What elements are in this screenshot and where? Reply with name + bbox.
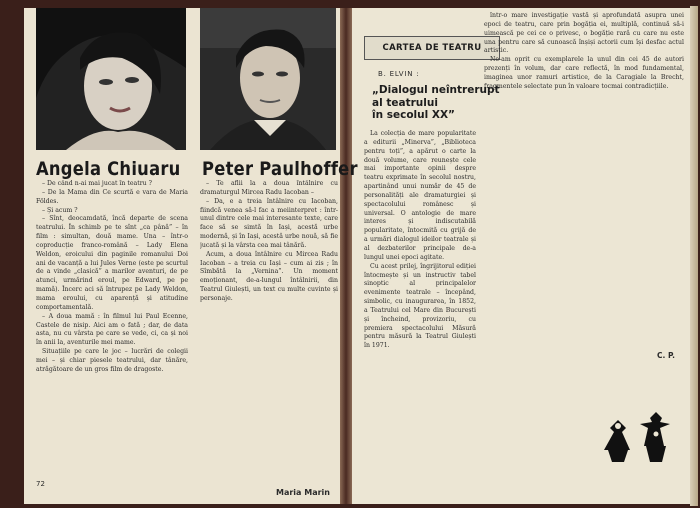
actress-name: Angela Chiuaru — [36, 158, 181, 180]
headline-line: „Dialogul neîntrerupt — [372, 84, 500, 96]
paragraph: Situațiile pe care le joc – lucrări de colegii mei – și chiar piesele teatrului, dar tânăre, atrăgătoare de un gros film de dragoste. — [36, 348, 188, 373]
actor-name: Peter Paulhoffer — [202, 158, 358, 180]
paragraph: – Da, e a treia întâlnire cu Iacoban, fiindcă venea să-l fac a meiinterpret : într-unul dintre cele mai interesante texte, care face să se simtă în Iași, acestă urbe modernă, și în Iași, acestă urbe nouă, să fie jucată și la vârsta cea mai tânără. — [200, 197, 338, 249]
paragraph: – De când n-ai mai jucat în teatru ? — [42, 180, 152, 187]
section-rubric: CARTEA DE TEATRU — [364, 36, 500, 60]
page-number: 72 — [36, 480, 45, 488]
paragraph: – Te aflii la a doua întâlnire cu dramaturgul Mircea Radu Iacoban – — [200, 180, 338, 196]
peter-paulhoffer-photo — [200, 8, 336, 150]
paragraph: La colecția de mare popularitate a editurii „Minerva”, „Biblioteca pentru toți”, a apărut o carte la două volume, care reunește cele mai importante opinii despre teatru exprimate în secolul nostru, apartinând unui număr de 45 de personalități ale dramaturgiei și spectacolului românesc și universal. O antologie de mare interes și indiscutabilă popularitate, întocmită cu grijă de a urmări dialogul ideilor teatrale și al dezbaterilor principale de-a lungul unei epoci agitate. — [364, 130, 476, 261]
decorative-figures-illustration — [600, 410, 680, 470]
angela-chiuaru-photo — [36, 8, 186, 150]
review-text-left — [364, 130, 476, 470]
paragraph: – A doua mamă : în filmul lui Paul Ecenne, Castele de nisip. Aici am o fată ; dar, de data asta, nu cu vârsta pe care se vede, ci, ca și noi în anii la, aventurile mei mame. — [36, 312, 188, 347]
peter-interview-text — [200, 180, 338, 486]
paragraph: – Sînt, deocamdată, încă departe de scena teatrului. În schimb pe te sînt „ca până” – în film : simultan, două mame. Una – într-o coproducție franco-română – Lady Elena Weldon, eroicului din paginile romanului Doi ani de vacanță a lui Jules Verne (este pe scurtul de a vinde „clasică” a marilor aventuri, de pe atunci, urmărind eroul, pe Edward, pe pe mamă). Încerc aci să întrupez pe Lady Weldon, mama eroului, cu aparență și atitudine comportamentală. — [36, 215, 188, 311]
paragraph: Ne-am oprit cu exemplarele la unul din cei 45 de autori prezenți în volum, dar care reflectă, în mod fundamental, imaginea unor ramuri artistice, de la Caragiale la Brecht, fragmentele selectate pun în valoare tocmai contradicțiile. — [484, 56, 684, 90]
author-signature: Maria Marin — [276, 488, 330, 497]
review-text-right — [484, 12, 684, 348]
angela-interview-text — [36, 180, 188, 478]
book-title-headline — [372, 84, 500, 122]
paragraph: Acum, a doua întâlnire cu Mircea Radu Iacoban – a treia cu Iași – cum ai zis ; în Sîmbătă la „Vernina”. Un moment emoționant, de-a-lungul întâlnirii, din Teatrul Giulești, un text cu multe cuvinte și personaje. — [200, 250, 338, 302]
book-author: B. ELVIN : — [378, 70, 420, 78]
paragraph: – Și acum ? — [42, 206, 78, 214]
book-gutter — [340, 8, 352, 504]
headline-line: în secolul XX” — [372, 109, 455, 121]
headline-line: al teatrului — [372, 96, 438, 109]
page-edge — [690, 6, 698, 506]
paragraph: Cu acest prilej, îngrijitorul ediției întocmește și un instructiv tabel sinoptic al principalelor evenimente teatrale – începând, simbolic, cu inaugurarea, în 1852, a Teatrului cel Mare din București și încheind, provizoriu, cu premiera spectacolului Măsură pentru măsură la Teatrul Giulești în 1971. — [364, 262, 476, 350]
review-initials: C. P. — [657, 351, 675, 360]
paragraph: într-o mare investigație vastă și aprofundată asupra unei epoci de teatru, care prin bogăția ei, multiplă, continuă să-i uimească pe cei ce o privesc, o bogăție rară cu care nu este una pentru care să cunoască înșiși actorii cum își desfac actul artistic. — [484, 12, 684, 55]
paragraph: – De la Mama din Ce scurtă e vara de Maria Földes. — [36, 188, 188, 205]
